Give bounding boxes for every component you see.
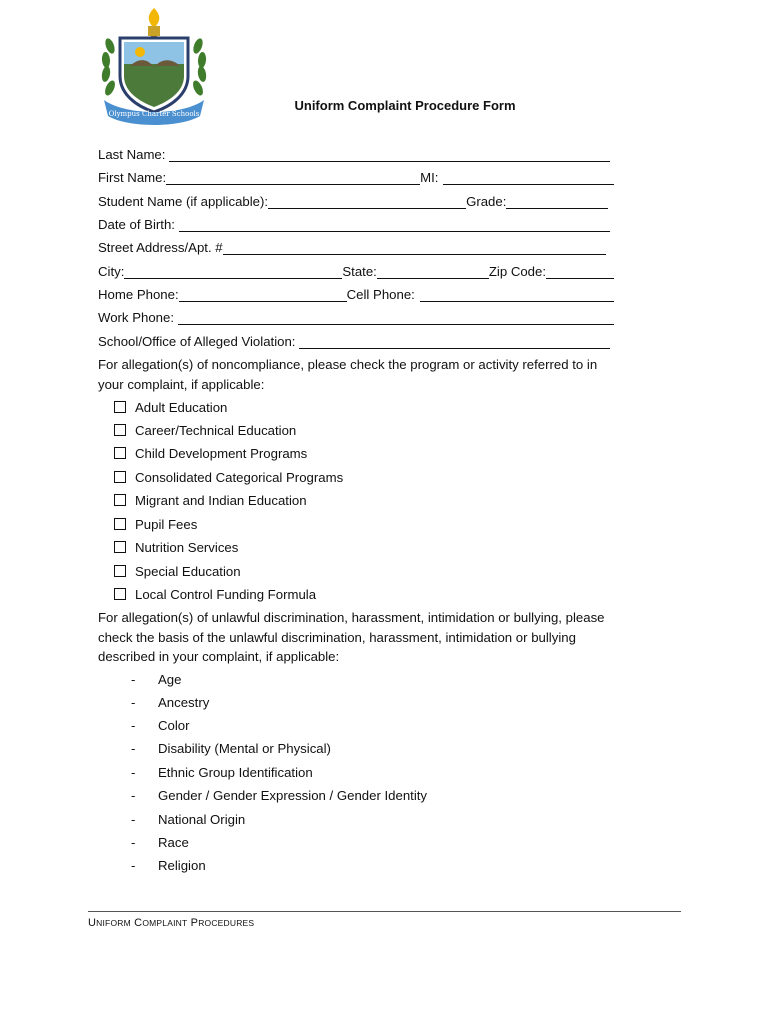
city-field[interactable] — [124, 265, 342, 279]
phone-row — [98, 286, 614, 304]
program-label: Migrant and Indian Education — [135, 492, 307, 508]
checkbox[interactable] — [114, 471, 126, 483]
program-option[interactable] — [114, 491, 307, 509]
basis-item — [131, 739, 331, 757]
program-label: Career/Technical Education — [135, 422, 297, 438]
program-option[interactable] — [114, 421, 296, 439]
dash-marker: - — [131, 764, 136, 780]
cell-phone-label: Cell Phone: — [346, 287, 415, 302]
basis-label: Race — [158, 834, 189, 850]
checkbox[interactable] — [114, 541, 126, 553]
zip-field[interactable] — [546, 265, 614, 279]
checkbox[interactable] — [114, 447, 126, 459]
basis-item — [131, 716, 190, 734]
student-name-label: Student Name (if applicable): — [98, 194, 269, 209]
state-label: State: — [342, 264, 377, 279]
basis-label: Color — [158, 717, 190, 733]
footer-title — [88, 917, 254, 929]
program-option[interactable] — [114, 562, 241, 580]
student-name-field[interactable] — [268, 195, 466, 209]
mi-field[interactable] — [443, 171, 614, 185]
basis-item — [131, 810, 245, 828]
checkbox[interactable] — [114, 518, 126, 530]
last-name-row — [98, 146, 614, 164]
first-name-field[interactable] — [166, 171, 420, 185]
program-label: Special Education — [135, 563, 241, 579]
work-phone-field[interactable] — [178, 311, 614, 325]
footer-smallcaps: NIFORM — [96, 918, 131, 928]
first-name-row — [98, 169, 614, 187]
noncompliance-intro: For allegation(s) of noncompliance, please check the program or activity referred to in your complaint, if applicable: — [98, 357, 598, 392]
footer-smallcaps: ROCEDURES — [198, 918, 255, 928]
work-phone-label: Work Phone: — [98, 310, 174, 325]
cell-phone-field[interactable] — [420, 288, 614, 302]
program-label: Pupil Fees — [135, 516, 198, 532]
program-option[interactable] — [114, 585, 316, 603]
basis-label: Gender / Gender Expression / Gender Identity — [158, 787, 428, 803]
dash-marker: - — [131, 717, 136, 733]
footer-cap: U — [88, 917, 97, 929]
dash-marker: - — [131, 811, 136, 827]
grade-field[interactable] — [506, 195, 608, 209]
basis-item — [131, 786, 427, 804]
dob-field[interactable] — [179, 218, 610, 232]
dob-label: Date of Birth: — [98, 217, 175, 232]
program-option[interactable] — [114, 444, 307, 462]
program-label: Local Control Funding Formula — [135, 586, 317, 602]
dash-marker: - — [131, 694, 136, 710]
dash-marker: - — [131, 834, 136, 850]
footer-divider — [88, 911, 681, 912]
footer-smallcaps: OMPLAINT — [142, 918, 188, 928]
dob-row — [98, 216, 614, 234]
footer-cap: C — [134, 917, 143, 929]
basis-item — [131, 670, 181, 688]
dash-marker: - — [131, 857, 136, 873]
basis-label: Disability (Mental or Physical) — [158, 740, 331, 756]
school-office-row — [98, 333, 614, 351]
checkbox[interactable] — [114, 494, 126, 506]
basis-label: Ethnic Group Identification — [158, 764, 313, 780]
street-field[interactable] — [223, 241, 606, 255]
last-name-field[interactable] — [169, 148, 610, 162]
form-title: Uniform Complaint Procedure Form — [294, 98, 516, 113]
checkbox[interactable] — [114, 565, 126, 577]
program-label: Adult Education — [135, 399, 228, 415]
seal-banner-text: Olympus Charter Schools — [108, 110, 200, 118]
dash-marker: - — [131, 671, 136, 687]
discrimination-intro: For allegation(s) of unlawful discrimination, harassment, intimidation or bullying, please check the basis of the unlawful discrimination, harassment, intimidation or bullying described in your complaint, if applicable: — [98, 610, 605, 665]
street-label: Street Address/Apt. # — [98, 240, 223, 255]
footer-cap: P — [190, 917, 199, 929]
checkbox[interactable] — [114, 424, 126, 436]
first-name-label: First Name: — [98, 170, 167, 185]
program-label: Child Development Programs — [135, 445, 308, 461]
last-name-label: Last Name: — [98, 147, 166, 162]
city-label: City: — [98, 264, 125, 279]
work-phone-row — [98, 309, 614, 327]
zip-label: Zip Code: — [488, 264, 547, 279]
program-option[interactable] — [114, 538, 238, 556]
basis-label: Ancestry — [158, 694, 210, 710]
dash-marker: - — [131, 740, 136, 756]
basis-item — [131, 693, 209, 711]
program-label: Consolidated Categorical Programs — [135, 469, 344, 485]
school-office-field[interactable] — [299, 335, 610, 349]
street-row — [98, 239, 614, 257]
program-option[interactable] — [114, 398, 227, 416]
basis-item — [131, 833, 189, 851]
basis-label: National Origin — [158, 811, 246, 827]
grade-label: Grade: — [466, 194, 507, 209]
program-label: Nutrition Services — [135, 539, 239, 555]
school-office-label: School/Office of Alleged Violation: — [98, 334, 296, 349]
checkbox[interactable] — [114, 401, 126, 413]
city-row — [98, 263, 614, 281]
state-field[interactable] — [377, 265, 489, 279]
basis-label: Religion — [158, 857, 206, 873]
mi-label: MI: — [420, 170, 439, 185]
program-option[interactable] — [114, 515, 197, 533]
program-option[interactable] — [114, 468, 343, 486]
basis-label: Age — [158, 671, 182, 687]
home-phone-label: Home Phone: — [98, 287, 179, 302]
dash-marker: - — [131, 787, 136, 803]
basis-item — [131, 763, 313, 781]
checkbox[interactable] — [114, 588, 126, 600]
student-name-row — [98, 193, 614, 211]
home-phone-field[interactable] — [179, 288, 347, 302]
basis-item — [131, 856, 206, 874]
